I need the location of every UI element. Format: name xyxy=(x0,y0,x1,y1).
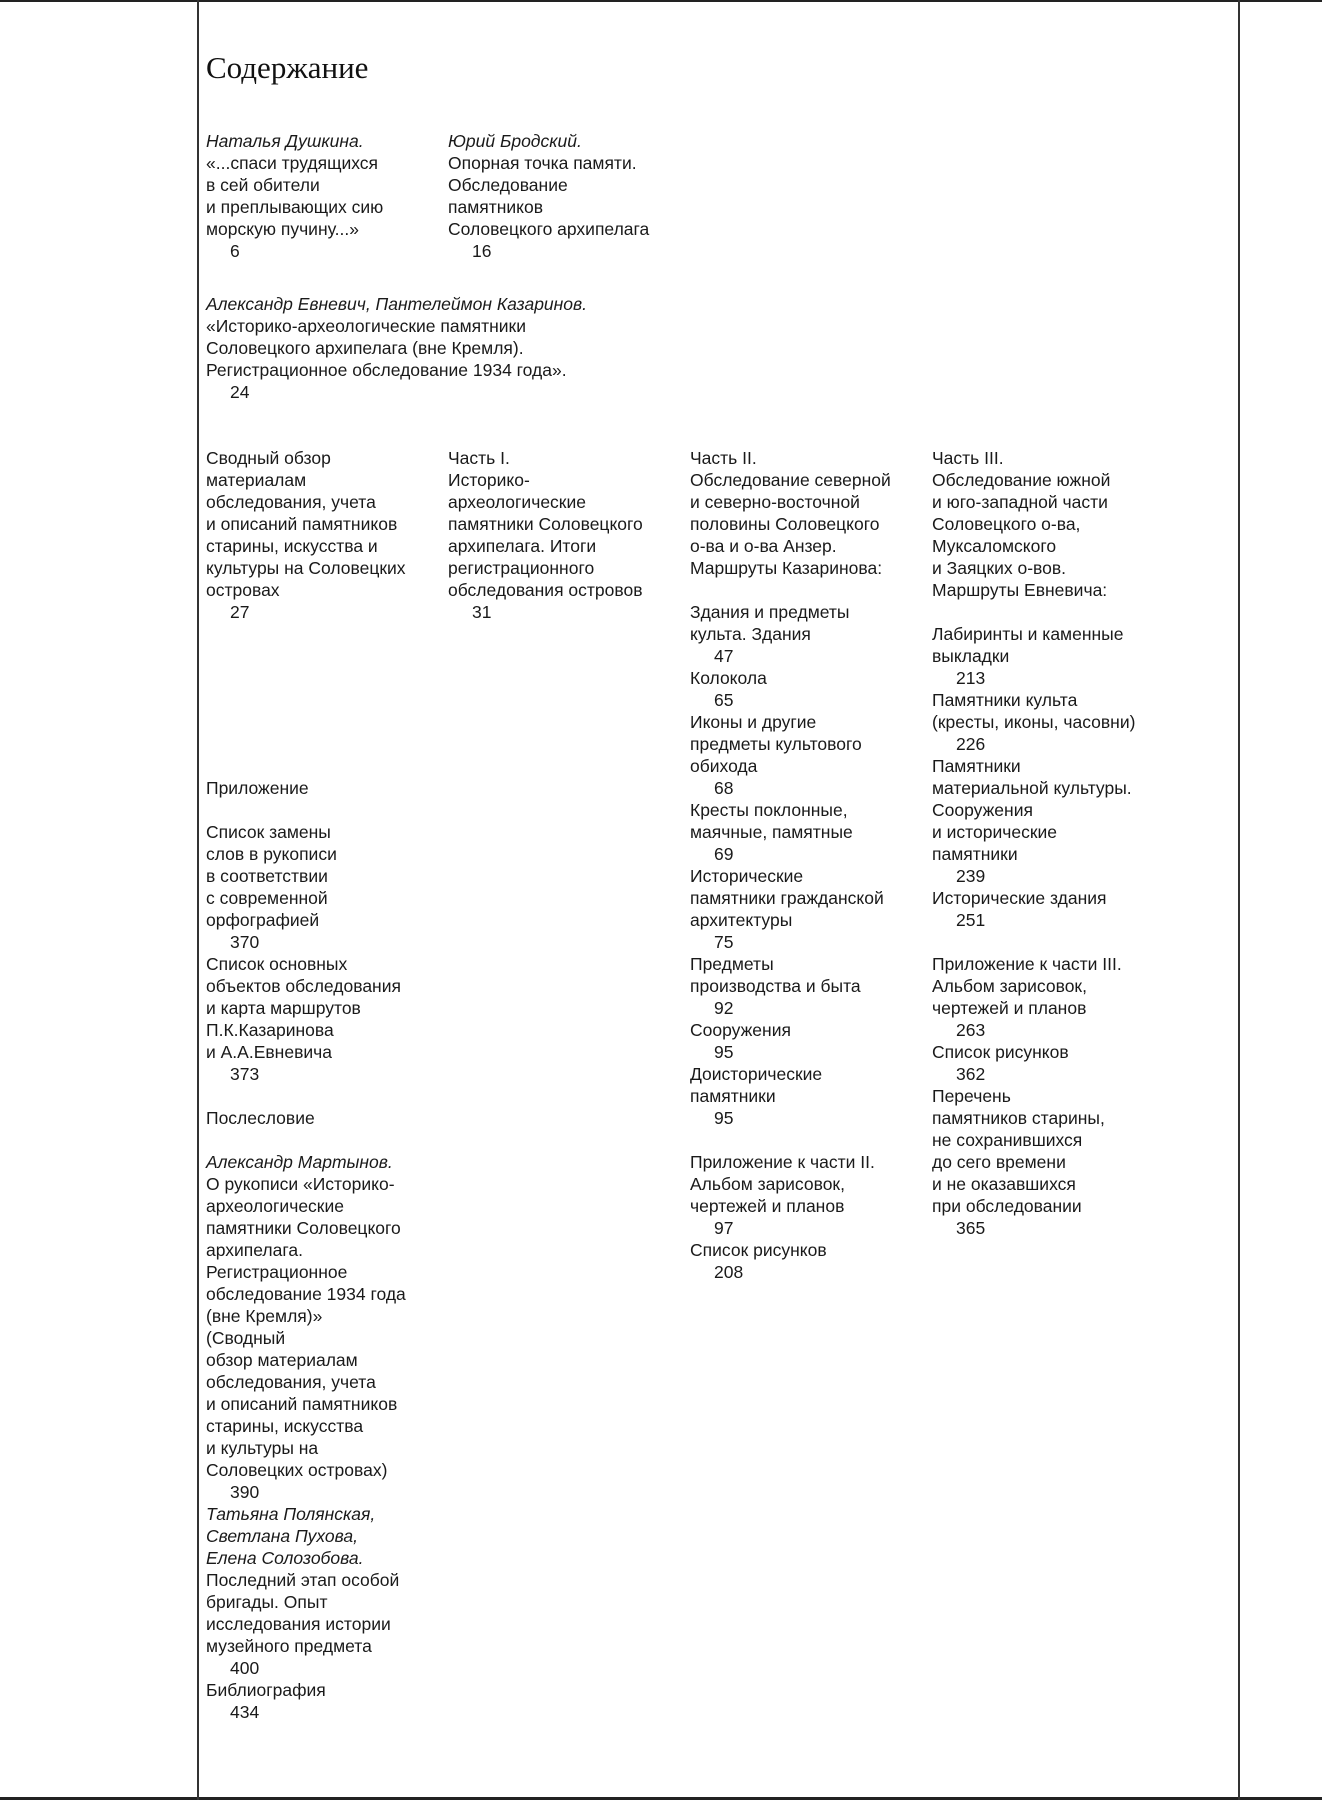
entry-title-line: археологические xyxy=(206,1196,344,1216)
page-number: 390 xyxy=(230,1482,260,1502)
toc-column-1 xyxy=(206,447,406,1723)
entry-author: Александр Мартынов. xyxy=(206,1152,393,1172)
entry-title-line: архитектуры xyxy=(690,910,793,930)
toc-column-part-2 xyxy=(690,447,891,1283)
entry-title-line: чертежей и планов xyxy=(932,998,1087,1018)
entry-title-line: Соловецкого архипелага (вне Кремля). xyxy=(206,338,524,358)
entry-title-line: материальной культуры. xyxy=(932,778,1132,798)
entry-title-line: Список замены xyxy=(206,822,331,842)
entry-title-line: старины, искусства xyxy=(206,1416,364,1436)
section-heading-afterword: Послесловие xyxy=(206,1108,315,1128)
entry-title-line: Регистрационное xyxy=(206,1262,348,1282)
entry-author: Юрий Бродский. xyxy=(448,131,582,151)
right-margin-rule xyxy=(1238,0,1240,1800)
entry-title-line: обихода xyxy=(690,756,758,776)
spacer xyxy=(206,645,406,667)
entry-title-line: П.К.Казаринова xyxy=(206,1020,334,1040)
entry-title-line: Перечень xyxy=(932,1086,1011,1106)
page-number: 31 xyxy=(472,602,492,622)
entry-title-line: материалам xyxy=(206,470,307,490)
entry-title-line: Обследование xyxy=(448,175,568,195)
page-number: 27 xyxy=(230,602,250,622)
entry-title-line: (кресты, иконы, часовни) xyxy=(932,712,1136,732)
entry-title-line: Исторические здания xyxy=(932,888,1107,908)
part-heading-line: и Заяцких о-вов. xyxy=(932,558,1067,578)
spacer xyxy=(206,667,406,689)
entry-title-line: О рукописи «Историко- xyxy=(206,1174,395,1194)
page-number: 95 xyxy=(714,1108,734,1128)
part-heading-line: Маршруты Казаринова: xyxy=(690,558,883,578)
entry-title-line: Приложение к части II. xyxy=(690,1152,875,1172)
entry-title-line: Библиография xyxy=(206,1680,326,1700)
toc-entry-brodsky xyxy=(448,130,649,262)
entry-title-line: памятников старины, xyxy=(932,1108,1105,1128)
spacer xyxy=(932,931,1135,953)
page-title: Содержание xyxy=(206,50,369,85)
entry-title-line: производства и быта xyxy=(690,976,861,996)
entry-title-line: Альбом зарисовок, xyxy=(932,976,1087,996)
part-heading-line: и юго-западной части xyxy=(932,492,1108,512)
entry-title-line: объектов обследования xyxy=(206,976,401,996)
entry-author: Светлана Пухова, xyxy=(206,1526,359,1546)
page-number: 24 xyxy=(230,382,250,402)
entry-title-line: Часть I. xyxy=(448,448,510,468)
entry-title-line: Сооружения xyxy=(690,1020,791,1040)
page-number: 65 xyxy=(714,690,734,710)
spacer xyxy=(206,623,406,645)
entry-title-line: Кресты поклонные, xyxy=(690,800,848,820)
entry-title-line: Предметы xyxy=(690,954,774,974)
entry-title-line: и исторические xyxy=(932,822,1057,842)
toc-entry-dushkina xyxy=(206,130,383,262)
entry-title-line: архипелага. xyxy=(206,1240,303,1260)
page-number: 97 xyxy=(714,1218,734,1238)
entry-title-line: Доисторические xyxy=(690,1064,823,1084)
part-heading-line: Часть III. xyxy=(932,448,1004,468)
entry-title-line: в соответствии xyxy=(206,866,328,886)
left-margin-rule xyxy=(197,0,199,1800)
entry-title-line: Последний этап особой xyxy=(206,1570,400,1590)
part-heading-line: о-ва и о-ва Анзер. xyxy=(690,536,837,556)
entry-author: Татьяна Полянская, xyxy=(206,1504,376,1524)
page-number: 16 xyxy=(472,241,492,261)
entry-title-line: Приложение к части III. xyxy=(932,954,1122,974)
entry-title-line: археологические xyxy=(448,492,586,512)
spacer xyxy=(932,601,1135,623)
entry-title-line: культа. Здания xyxy=(690,624,811,644)
entry-title-line: обследования островов xyxy=(448,580,643,600)
entry-title-line: «...спаси трудящихся xyxy=(206,153,379,173)
page-number: 251 xyxy=(956,910,986,930)
entry-title-line: обследования, учета xyxy=(206,1372,376,1392)
entry-title-line: обследования, учета xyxy=(206,492,376,512)
entry-title-line: предметы культового xyxy=(690,734,862,754)
part-heading-line: Маршруты Евневича: xyxy=(932,580,1108,600)
entry-title-line: Исторические xyxy=(690,866,804,886)
page-number: 434 xyxy=(230,1702,260,1722)
page-number: 208 xyxy=(714,1262,744,1282)
entry-title-line: не сохранившихся xyxy=(932,1130,1083,1150)
entry-title-line: и А.А.Евневича xyxy=(206,1042,332,1062)
entry-title-line: (Сводный xyxy=(206,1328,286,1348)
part-heading-line: и северно-восточной xyxy=(690,492,860,512)
page-number: 68 xyxy=(714,778,734,798)
part-heading-line: Обследование северной xyxy=(690,470,891,490)
entry-author: Александр Евневич, Пантелеймон Казаринов. xyxy=(206,294,588,314)
toc-column-part-3 xyxy=(932,447,1135,1239)
entry-title-line: бригады. Опыт xyxy=(206,1592,328,1612)
spacer xyxy=(690,579,891,601)
entry-title-line: Историко- xyxy=(448,470,530,490)
entry-title-line: регистрационного xyxy=(448,558,595,578)
spacer xyxy=(206,755,406,777)
entry-title-line: Соловецких островах) xyxy=(206,1460,388,1480)
page-number: 365 xyxy=(956,1218,986,1238)
entry-title-line: до сего времени xyxy=(932,1152,1066,1172)
entry-title-line: памятники гражданской xyxy=(690,888,884,908)
spacer xyxy=(206,1129,406,1151)
entry-title-line: при обследовании xyxy=(932,1196,1082,1216)
entry-title-line: Памятники xyxy=(932,756,1021,776)
entry-title-line: памятников xyxy=(448,197,544,217)
part-heading-line: половины Соловецкого xyxy=(690,514,880,534)
entry-title-line: Альбом зарисовок, xyxy=(690,1174,845,1194)
entry-title-line: Иконы и другие xyxy=(690,712,817,732)
toc-entry-evnevich-kazarinov xyxy=(206,293,587,403)
entry-title-line: Список рисунков xyxy=(932,1042,1069,1062)
entry-title-line: слов в рукописи xyxy=(206,844,337,864)
entry-title-line: исследования истории xyxy=(206,1614,391,1634)
section-heading-appendix: Приложение xyxy=(206,778,309,798)
entry-title-line: и описаний памятников xyxy=(206,1394,398,1414)
entry-title-line: обследование 1934 года xyxy=(206,1284,406,1304)
entry-title-line: островах xyxy=(206,580,280,600)
entry-title-line: обзор материалам xyxy=(206,1350,358,1370)
entry-title-line: (вне Кремля)» xyxy=(206,1306,323,1326)
entry-title-line: с современной xyxy=(206,888,328,908)
entry-title-line: Список рисунков xyxy=(690,1240,827,1260)
spacer xyxy=(206,711,406,733)
page-number: 95 xyxy=(714,1042,734,1062)
entry-title-line: выкладки xyxy=(932,646,1010,666)
entry-title-line: культуры на Соловецких xyxy=(206,558,406,578)
page-number: 263 xyxy=(956,1020,986,1040)
entry-author: Наталья Душкина. xyxy=(206,131,364,151)
entry-title-line: Регистрационное обследование 1934 года». xyxy=(206,360,567,380)
page-number: 47 xyxy=(714,646,734,666)
entry-title-line: Здания и предметы xyxy=(690,602,850,622)
toc-column-part-1 xyxy=(448,447,643,623)
spacer xyxy=(206,799,406,821)
entry-title-line: памятники Соловецкого xyxy=(448,514,643,534)
entry-title-line: памятники xyxy=(932,844,1018,864)
entry-title-line: и культуры на xyxy=(206,1438,319,1458)
page-number: 226 xyxy=(956,734,986,754)
entry-title-line: морскую пучину...» xyxy=(206,219,359,239)
page-number: 239 xyxy=(956,866,986,886)
page-number: 6 xyxy=(230,241,240,261)
part-heading-line: Муксаломского xyxy=(932,536,1057,556)
entry-title-line: и не оказавшихся xyxy=(932,1174,1076,1194)
entry-title-line: и карта маршрутов xyxy=(206,998,361,1018)
entry-title-line: Список основных xyxy=(206,954,348,974)
entry-title-line: Памятники культа xyxy=(932,690,1078,710)
page-number: 213 xyxy=(956,668,986,688)
page-number: 400 xyxy=(230,1658,260,1678)
spacer xyxy=(690,1129,891,1151)
page-number: 92 xyxy=(714,998,734,1018)
entry-title-line: Колокола xyxy=(690,668,767,688)
page-number: 362 xyxy=(956,1064,986,1084)
page-number: 69 xyxy=(714,844,734,864)
part-heading-line: Соловецкого о-ва, xyxy=(932,514,1081,534)
page-number: 373 xyxy=(230,1064,260,1084)
entry-title-line: чертежей и планов xyxy=(690,1196,845,1216)
entry-title-line: памятники Соловецкого xyxy=(206,1218,401,1238)
entry-title-line: Сводный обзор xyxy=(206,448,331,468)
entry-title-line: Опорная точка памяти. xyxy=(448,153,637,173)
entry-title-line: Сооружения xyxy=(932,800,1033,820)
spacer xyxy=(206,733,406,755)
entry-title-line: орфографией xyxy=(206,910,320,930)
part-heading-line: Часть II. xyxy=(690,448,757,468)
entry-title-line: Лабиринты и каменные xyxy=(932,624,1124,644)
entry-title-line: музейного предмета xyxy=(206,1636,372,1656)
entry-title-line: старины, искусства и xyxy=(206,536,378,556)
entry-title-line: «Историко-археологические памятники xyxy=(206,316,526,336)
entry-title-line: памятники xyxy=(690,1086,776,1106)
entry-author: Елена Солозобова. xyxy=(206,1548,364,1568)
entry-title-line: маячные, памятные xyxy=(690,822,853,842)
part-heading-line: Обследование южной xyxy=(932,470,1111,490)
entry-title-line: и преплывающих сию xyxy=(206,197,384,217)
entry-title-line: архипелага. Итоги xyxy=(448,536,597,556)
entry-title-line: и описаний памятников xyxy=(206,514,398,534)
spacer xyxy=(206,689,406,711)
page-number: 75 xyxy=(714,932,734,952)
page-number: 370 xyxy=(230,932,260,952)
spacer xyxy=(206,1085,406,1107)
entry-title-line: Соловецкого архипелага xyxy=(448,219,650,239)
entry-title-line: в сей обители xyxy=(206,175,320,195)
